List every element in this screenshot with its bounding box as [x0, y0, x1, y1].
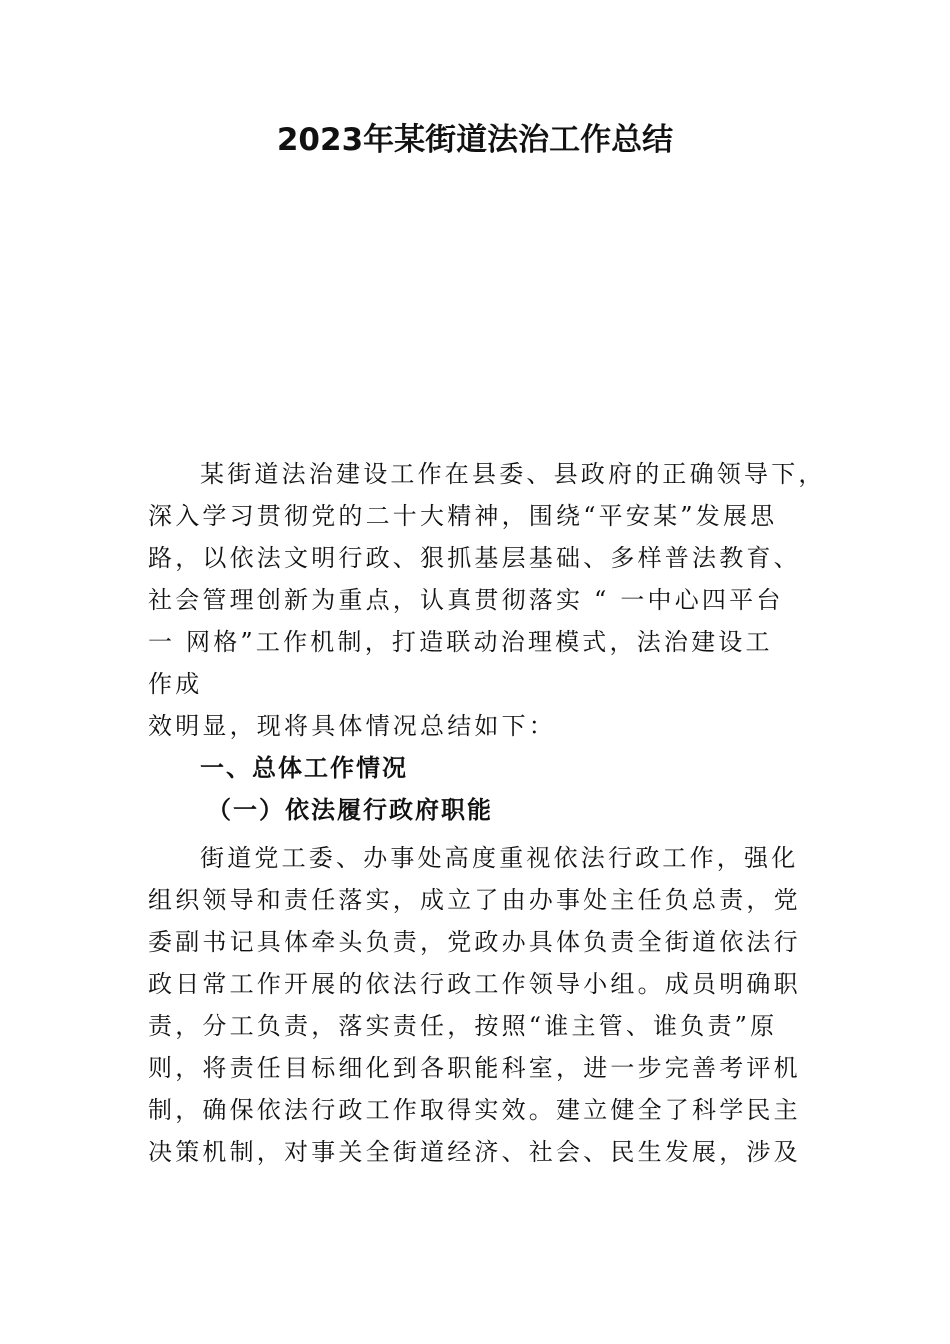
body-line-5: 责，分工负责，落实责任，按照“谁主管、谁负责”原	[148, 1012, 778, 1040]
body-line-6: 则，将责任目标细化到各职能科室，进一步完善考评机	[148, 1054, 801, 1082]
intro-line-1: 某街道法治建设工作在县委、县政府的正确领导下，	[200, 460, 826, 488]
body-line-2: 组织领导和责任落实，成立了由办事处主任负总责，党	[148, 886, 801, 914]
body-line-4: 政日常工作开展的依法行政工作领导小组。成员明确职	[148, 970, 801, 998]
body-line-8: 决策机制，对事关全街道经济、社会、民生发展，涉及	[148, 1138, 801, 1166]
section-heading-1: 一、总体工作情况	[200, 754, 408, 782]
intro-line-5: 一 网格”工作机制，打造联动治理模式，法治建设工	[148, 628, 773, 656]
intro-line-2: 深入学习贯彻党的二十大精神，围绕“平安某”发展思	[148, 502, 778, 530]
body-line-7: 制，确保依法行政工作取得实效。建立健全了科学民主	[148, 1096, 801, 1124]
intro-line-4: 社会管理创新为重点，认真贯彻落实 “ 一中心四平台	[148, 586, 784, 614]
body-line-1: 街道党工委、办事处高度重视依法行政工作，强化	[200, 844, 799, 872]
body-line-3: 委副书记具体牵头负责，党政办具体负责全街道依法行	[148, 928, 801, 956]
subsection-heading-1: （一）依法履行政府职能	[207, 796, 493, 824]
document-title: 2023年某街道法治工作总结	[276, 122, 674, 158]
intro-line-7: 效明显，现将具体情况总结如下：	[148, 712, 556, 740]
intro-line-3: 路，以依法文明行政、狠抓基层基础、多样普法教育、	[148, 544, 801, 572]
intro-line-6: 作成	[148, 670, 203, 698]
